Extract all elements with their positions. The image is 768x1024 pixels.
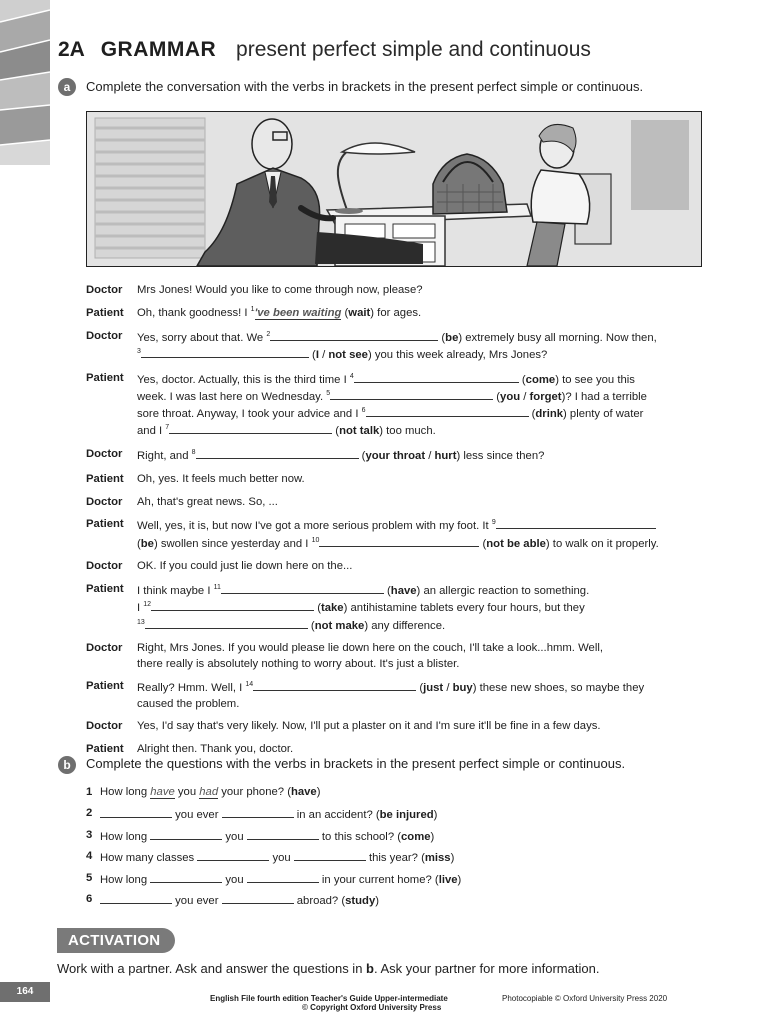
answer-blank[interactable]: [247, 829, 319, 840]
text-fragment: Alright then. Thank you, doctor.: [137, 743, 294, 756]
speaker-label: Patient: [86, 472, 124, 485]
verb-prompt: come: [525, 373, 556, 386]
page-number: 164: [0, 982, 50, 1002]
text-fragment: week. I was last here on Wednesday.: [137, 390, 327, 403]
answer-blank[interactable]: [366, 405, 529, 417]
text-fragment: Right, Mrs Jones. If you would please lie down here on the couch, I'll take a look...hmm. Well,: [137, 642, 603, 655]
text-fragment: ) to see you this: [555, 373, 635, 386]
question-text: [100, 895, 379, 907]
window-blinds: [95, 118, 205, 258]
footer-photocopiable: Photocopiable © Oxford University Press 2020: [502, 994, 668, 1003]
dialogue-text: [137, 682, 644, 709]
answer-blank[interactable]: [100, 893, 172, 904]
text-fragment: (: [416, 682, 424, 695]
footer-book-title: English File fourth edition Teacher's Guide Upper-intermediate: [210, 994, 448, 1003]
answer-blank[interactable]: [247, 872, 319, 883]
text-fragment: Really? Hmm. Well, I: [137, 682, 246, 695]
text-fragment: ) too much.: [379, 425, 436, 438]
section-a-badge: a: [58, 78, 76, 96]
text-fragment: Mrs Jones! Would you like to come through now, please?: [137, 284, 423, 296]
question-number: 2: [86, 807, 93, 820]
activation-instruction: [57, 961, 599, 976]
answer-blank[interactable]: [100, 807, 172, 818]
gap-number: 14: [245, 681, 254, 689]
text-fragment: I think maybe I: [137, 585, 214, 598]
text-fragment: ) to walk on it properly.: [545, 537, 659, 550]
question-item: [86, 872, 461, 893]
answer-blank[interactable]: [330, 388, 493, 400]
verb-prompt: you: [500, 390, 521, 403]
text-fragment: Oh, yes. It feels much better now.: [137, 472, 305, 485]
text-fragment: ) these new shoes, so maybe they: [472, 682, 645, 695]
answer-blank[interactable]: [145, 617, 308, 629]
question-item: [86, 786, 461, 807]
text-fragment: (: [308, 348, 316, 361]
gap-number: 7: [165, 424, 170, 432]
speaker-label: Patient: [86, 680, 124, 693]
text-fragment: (: [358, 450, 366, 462]
text-fragment: (: [307, 619, 315, 632]
text-fragment: (: [438, 331, 446, 344]
example-answer: had: [199, 786, 219, 798]
text-fragment: How long: [100, 830, 151, 843]
speaker-label: Doctor: [86, 495, 123, 508]
section-b-instruction: Complete the questions with the verbs in brackets in the present perfect simple or continuous.: [86, 756, 626, 771]
text-fragment: ) antihistamine tablets every four hours, but they: [343, 602, 585, 615]
verb-prompt: miss: [424, 852, 451, 865]
dialogue-line: [86, 517, 706, 551]
text-fragment: in an accident? (: [293, 809, 380, 822]
text-fragment: you: [222, 873, 247, 886]
text-fragment: ) an allergic reaction to something.: [416, 585, 590, 598]
activation-heading: ACTIVATION: [57, 928, 175, 953]
text-fragment: ) extremely busy all morning. Now then,: [458, 331, 657, 344]
verb-prompt: I: [315, 348, 319, 361]
text-fragment: you ever: [172, 809, 222, 822]
text-fragment: OK. If you could just lie down here on the...: [137, 560, 353, 573]
verb-prompt: not talk: [339, 425, 380, 438]
text-fragment: I: [137, 602, 144, 615]
answer-blank[interactable]: [141, 346, 309, 358]
verb-prompt: just: [423, 682, 444, 695]
dialogue-line: [86, 641, 706, 671]
verb-prompt: drink: [535, 408, 564, 420]
gap-number: 6: [361, 407, 366, 414]
dialogue-text: [137, 585, 589, 631]
dialogue-text: [137, 560, 352, 572]
speaker-label: Doctor: [86, 560, 123, 573]
text-fragment: Well, yes, it is, but now I've got a more serious problem with my foot. It: [137, 520, 492, 533]
answer-blank[interactable]: [221, 582, 384, 594]
text-fragment: (: [383, 585, 391, 598]
speaker-label: Patient: [86, 371, 124, 384]
text-fragment: sore throat. Anyway, I took your advice and I: [137, 408, 362, 420]
speaker-label: Doctor: [86, 284, 123, 296]
answer-blank[interactable]: [197, 850, 269, 861]
text-fragment: (: [314, 602, 321, 615]
dialogue-text: [137, 520, 659, 549]
verb-prompt: not see: [328, 348, 368, 361]
text-fragment: /: [318, 348, 329, 361]
text-fragment: caused the problem.: [137, 697, 240, 710]
text-fragment: How long: [100, 873, 151, 886]
question-item: [86, 829, 461, 850]
text-fragment: ): [433, 809, 438, 822]
text-fragment: you: [269, 852, 294, 865]
dialogue-text: [137, 450, 544, 462]
page-title: [58, 38, 591, 62]
text-fragment: your phone? (: [218, 786, 291, 798]
section-b-badge: b: [58, 756, 76, 774]
question-number: 3: [86, 828, 93, 841]
example-answer: have: [150, 786, 175, 798]
verb-prompt: live: [438, 873, 458, 886]
answer-blank[interactable]: [354, 371, 519, 383]
text-fragment: this year? (: [365, 852, 425, 865]
speaker-label: Doctor: [86, 329, 123, 342]
verb-prompt: buy: [452, 682, 473, 695]
text-fragment: (: [341, 306, 349, 319]
gap-number: 4: [349, 372, 354, 380]
text-fragment: to this school? (: [318, 830, 402, 843]
question-text: [100, 852, 454, 864]
footer-copyright: © Copyright Oxford University Press: [302, 1003, 442, 1012]
dialogue-text: [137, 307, 421, 319]
answer-blank[interactable]: [319, 535, 479, 547]
text-fragment: you: [222, 830, 247, 843]
speaker-label: Patient: [86, 518, 124, 531]
text-fragment: Yes, I'd say that's very likely. Now, I'll put a plaster on it and I'm sure it'll be fine in a few days.: [137, 720, 601, 733]
answer-blank[interactable]: [169, 422, 332, 434]
text-fragment: (: [479, 537, 487, 550]
text-fragment: ) any difference.: [364, 619, 446, 632]
text-fragment: (: [493, 390, 501, 403]
speaker-label: Doctor: [86, 642, 123, 655]
gap-number: 10: [311, 536, 320, 544]
dialogue-line: [86, 306, 706, 321]
lesson-code: 2A: [58, 38, 85, 61]
text-fragment: /: [425, 450, 435, 462]
gap-number: 5: [326, 389, 331, 397]
verb-prompt: be injured: [379, 809, 434, 822]
text-fragment: (: [528, 408, 536, 420]
gap-number: 11: [213, 584, 221, 592]
answer-blank[interactable]: [222, 807, 294, 818]
answer-blank[interactable]: [151, 599, 314, 611]
text-fragment: ): [316, 786, 321, 798]
dialogue-text: [137, 284, 423, 296]
dialogue-text: [137, 332, 657, 361]
activation-text-post: . Ask your partner for more information.: [374, 961, 600, 976]
gap-number: 3: [137, 347, 141, 355]
gap-number: 9: [491, 519, 496, 527]
verb-prompt: hurt: [434, 450, 457, 462]
text-fragment: (: [518, 373, 526, 386]
question-list: [86, 786, 461, 914]
text-fragment: ) swollen since yesterday and I: [153, 537, 312, 550]
speaker-label: Patient: [86, 306, 124, 319]
question-item: [86, 807, 461, 828]
answer-blank[interactable]: [150, 872, 222, 883]
question-number: 1: [86, 786, 93, 798]
dialogue-line: [86, 472, 706, 487]
question-number: 6: [86, 892, 93, 905]
dialogue-line: [86, 495, 706, 510]
answer-blank[interactable]: [496, 517, 656, 529]
text-fragment: Oh, thank goodness! I: [137, 306, 251, 319]
verb-prompt: be: [445, 331, 459, 344]
text-fragment: )? I had a terrible: [561, 390, 647, 403]
corner-fan-decoration: [0, 0, 50, 165]
text-fragment: Yes, sorry about that. We: [137, 331, 267, 344]
text-fragment: (: [137, 537, 141, 550]
verb-prompt: your throat: [365, 450, 426, 462]
verb-prompt: study: [345, 894, 376, 907]
activation-text-pre: Work with a partner. Ask and answer the questions in: [57, 961, 367, 976]
answer-blank[interactable]: [253, 679, 416, 691]
dialogue-line: [86, 679, 706, 711]
gap-number: 12: [143, 601, 152, 609]
dialogue-line: [86, 559, 706, 574]
text-fragment: How many classes: [100, 852, 198, 865]
dialogue-line: [86, 371, 706, 440]
section-a-instruction: Complete the conversation with the verbs in brackets in the present perfect simple or continuous.: [86, 79, 644, 94]
grammar-topic: present perfect simple and continuous: [236, 38, 591, 61]
question-text: [100, 874, 461, 886]
answer-blank[interactable]: [222, 893, 294, 904]
gap-number: 13: [137, 618, 145, 626]
text-fragment: in your current home? (: [318, 873, 439, 886]
answer-blank[interactable]: [196, 447, 359, 459]
text-fragment: (: [332, 425, 340, 438]
dialogue-text: [137, 374, 647, 438]
dialogue-line: [86, 582, 706, 634]
text-fragment: ): [457, 873, 462, 886]
verb-prompt: have: [290, 786, 317, 798]
text-fragment: How long: [100, 786, 151, 798]
question-item: [86, 850, 461, 871]
text-fragment: abroad? (: [293, 894, 346, 907]
conversation: [86, 283, 706, 765]
text-fragment: Right, and: [137, 450, 192, 462]
answer-blank[interactable]: [294, 850, 366, 861]
text-fragment: there really is absolutely nothing to worry about. It's just a blister.: [137, 657, 460, 670]
speaker-label: Doctor: [86, 720, 123, 733]
dialogue-text: [137, 743, 293, 755]
question-number: 5: [86, 871, 93, 884]
dialogue-text: [137, 473, 305, 485]
text-fragment: /: [443, 682, 453, 695]
text-fragment: ) you this week already, Mrs Jones?: [367, 348, 548, 361]
verb-prompt: not be able: [486, 537, 546, 550]
dialogue-line: [86, 447, 706, 464]
doctor-patient-illustration: [86, 111, 702, 267]
text-fragment: and I: [137, 425, 166, 438]
verb-prompt: come: [401, 830, 431, 843]
text-fragment: you ever: [172, 894, 222, 907]
speaker-label: Doctor: [86, 448, 123, 460]
text-fragment: ): [430, 830, 435, 843]
verb-prompt: forget: [529, 390, 562, 403]
text-fragment: ) plenty of water: [563, 408, 644, 420]
verb-prompt: have: [390, 585, 417, 598]
dialogue-line: [86, 329, 706, 363]
text-fragment: you: [174, 786, 200, 798]
speaker-label: Patient: [86, 743, 124, 756]
dialogue-text: [137, 642, 603, 669]
dialogue-text: [137, 496, 278, 508]
example-answer: 've been waiting: [254, 306, 342, 319]
text-fragment: Ah, that's great news. So, ...: [137, 495, 278, 508]
question-item: [86, 893, 461, 914]
text-fragment: Yes, doctor. Actually, this is the third time I: [137, 373, 350, 386]
dialogue-text: [137, 720, 601, 732]
verb-prompt: take: [320, 602, 344, 615]
answer-blank[interactable]: [270, 329, 438, 341]
grammar-label: GRAMMAR: [100, 38, 217, 61]
answer-blank[interactable]: [150, 829, 222, 840]
verb-prompt: not make: [314, 619, 365, 632]
text-fragment: /: [520, 390, 530, 403]
verb-prompt: wait: [348, 306, 371, 319]
dialogue-line: [86, 719, 706, 734]
question-text: [100, 831, 434, 843]
activation-text-bold: b: [366, 961, 374, 976]
verb-prompt: be: [140, 537, 154, 550]
question-text: [100, 809, 437, 821]
text-fragment: ): [375, 894, 380, 907]
dialogue-line: [86, 283, 706, 298]
text-fragment: ) less since then?: [456, 450, 545, 462]
gap-number: 8: [191, 449, 196, 456]
text-fragment: ) for ages.: [370, 306, 422, 319]
question-text: [100, 786, 320, 799]
speaker-label: Patient: [86, 583, 124, 596]
gap-number: 2: [266, 330, 271, 338]
text-fragment: ): [450, 852, 455, 865]
gap-number: 1: [250, 305, 255, 313]
question-number: 4: [86, 850, 93, 863]
